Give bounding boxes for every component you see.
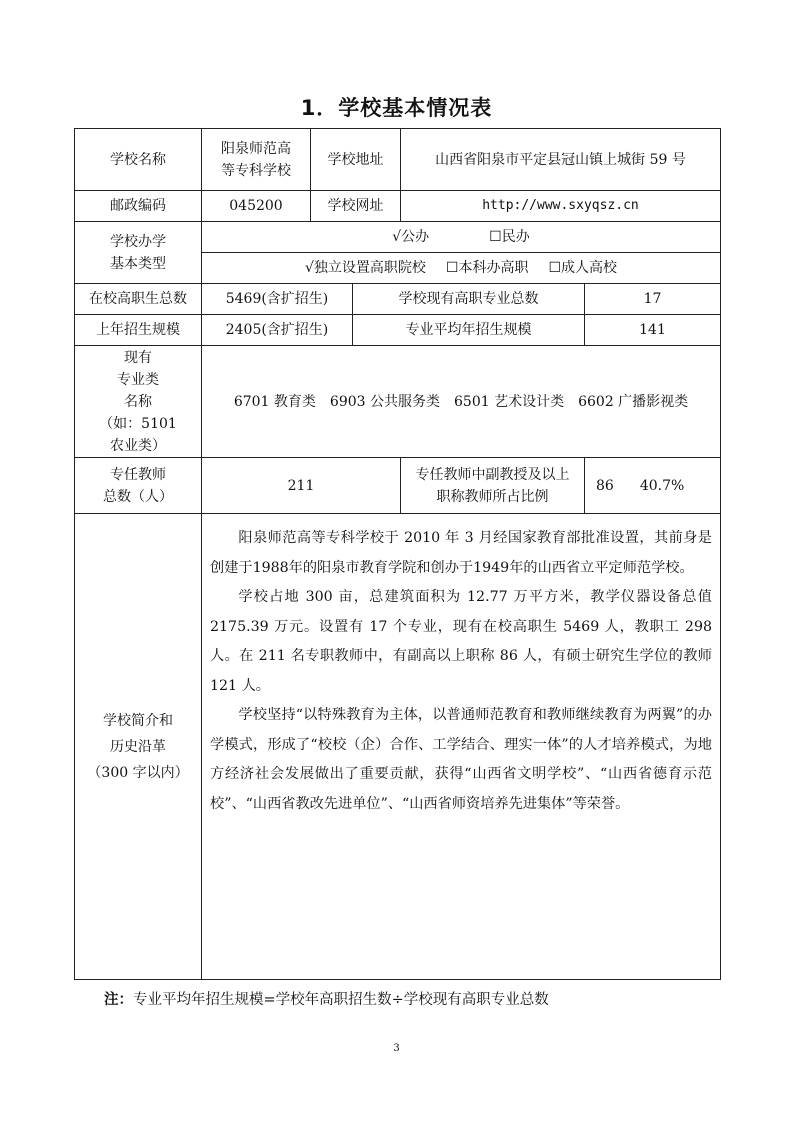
school-type-label-line2: 基本类型: [110, 255, 166, 272]
senior-teachers-value: [585, 458, 721, 514]
website-label: 学校网址: [311, 191, 401, 222]
students-value: 5469(含扩招生): [202, 284, 353, 315]
enrollment-value: 2405(含扩招生): [202, 315, 353, 346]
senior-teachers-label: [401, 458, 585, 514]
school-name-label: 学校名称: [75, 129, 202, 191]
introduction-label-line1: 学校简介和: [103, 712, 173, 729]
introduction-label-line3: （300 字以内）: [87, 764, 189, 781]
page-number: 3: [393, 1043, 400, 1054]
major-categories-label: [75, 346, 202, 458]
major-item: 6903 公共服务类: [329, 393, 440, 410]
adult-checkbox: ☐成人高校: [548, 260, 618, 276]
teachers-label-line2: 总数（人）: [103, 488, 173, 505]
footnote-text: 专业平均年招生规模=学校年高职招生数÷学校现有高职专业总数: [133, 992, 549, 1008]
school-type-label-line1: 学校办学: [110, 233, 166, 250]
major-categories-label-line5: 农业类）: [110, 437, 166, 454]
row-teachers: [75, 458, 721, 514]
major-categories-label-line2: 专业类: [117, 371, 159, 388]
private-checkbox: ☐民办: [489, 229, 530, 245]
major-item: 6501 艺术设计类: [454, 393, 565, 410]
major-categories-label-line1: 现有: [124, 349, 152, 366]
row-enrollment: [75, 315, 721, 346]
major-item: 6701 教育类: [233, 393, 316, 410]
row-introduction: [75, 514, 721, 980]
school-address-value: 山西省阳泉市平定县冠山镇上城街 59 号: [401, 129, 721, 191]
public-checkbox: √公办: [392, 229, 430, 245]
avg-enrollment-value: 141: [585, 315, 721, 346]
page-title: 1．学校基本情况表: [300, 96, 493, 120]
row-major-categories: [75, 346, 721, 458]
footnote: [104, 988, 549, 1009]
introduction-paragraph: 学校坚持“以特殊教育为主体，以普通师范教育和教师继续教育为两翼”的办学模式，形成了“校校（企）合作、工学结合、理实一体”的人才培养模式，为地方经济社会发展做出了重要贡献，获得“山西省文明学校”、“山西省德育示范校”、“山西省教改先进单位”、“山西省师资培养先进集体”等荣誉。: [210, 707, 712, 812]
senior-teachers-label-line2: 职称教师所占比例: [436, 488, 549, 505]
undergrad-checkbox: ☐本科办高职: [445, 260, 529, 276]
senior-teachers-count: 86: [596, 477, 614, 494]
school-info-table: [74, 128, 721, 980]
row-school-type-1: [75, 222, 721, 253]
school-name-value: [202, 129, 311, 191]
introduction-paragraph: 学校占地 300 亩，总建筑面积为 12.77 万平方米，教学仪器设备总值 2175.39 万元。设置有 17 个专业，现有在校高职生 5469 人，教职工 298 人。在 211 名专职教师中，有副高以上职称 86 人，有硕士研究生学位的教师 121 人。: [210, 589, 712, 694]
major-categories-value: [202, 346, 721, 458]
introduction-label: [75, 514, 202, 980]
majors-count-value: 17: [585, 284, 721, 315]
row-students: [75, 284, 721, 315]
row-school-name: [75, 129, 721, 191]
postcode-value: 045200: [202, 191, 311, 222]
teachers-label: [75, 458, 202, 514]
institution-options: [202, 253, 721, 284]
senior-teachers-label-line1: 专任教师中副教授及以上: [415, 466, 570, 483]
school-name-line1: 阳泉师范高: [221, 140, 291, 157]
teachers-label-line1: 专任教师: [110, 466, 166, 483]
major-categories-label-line3: 名称: [124, 393, 152, 410]
row-postcode: [75, 191, 721, 222]
postcode-label: 邮政编码: [75, 191, 202, 222]
senior-teachers-ratio: 40.7%: [639, 477, 685, 494]
introduction-text: [202, 514, 721, 980]
footnote-prefix: 注：: [104, 992, 133, 1008]
website-value: http://www.sxyqsz.cn: [401, 191, 721, 222]
major-item: 6602 广播影视类: [578, 393, 689, 410]
school-address-label: 学校地址: [311, 129, 401, 191]
introduction-label-line2: 历史沿革: [110, 738, 166, 755]
ownership-options: [202, 222, 721, 253]
enrollment-label: 上年招生规模: [75, 315, 202, 346]
school-type-label: [75, 222, 202, 284]
students-label: 在校高职生总数: [75, 284, 202, 315]
school-name-line2: 等专科学校: [221, 162, 291, 179]
independent-checkbox: √独立设置高职院校: [304, 260, 426, 276]
teachers-value: 211: [202, 458, 401, 514]
major-categories-label-line4: （如：5101: [99, 415, 177, 432]
majors-count-label: 学校现有高职专业总数: [353, 284, 585, 315]
introduction-paragraph: 阳泉师范高等专科学校于 2010 年 3 月经国家教育部批准设置，其前身是创建于1988年的阳泉市教育学院和创办于1949年的山西省立平定师范学校。: [210, 530, 712, 576]
avg-enrollment-label: 专业平均年招生规模: [353, 315, 585, 346]
